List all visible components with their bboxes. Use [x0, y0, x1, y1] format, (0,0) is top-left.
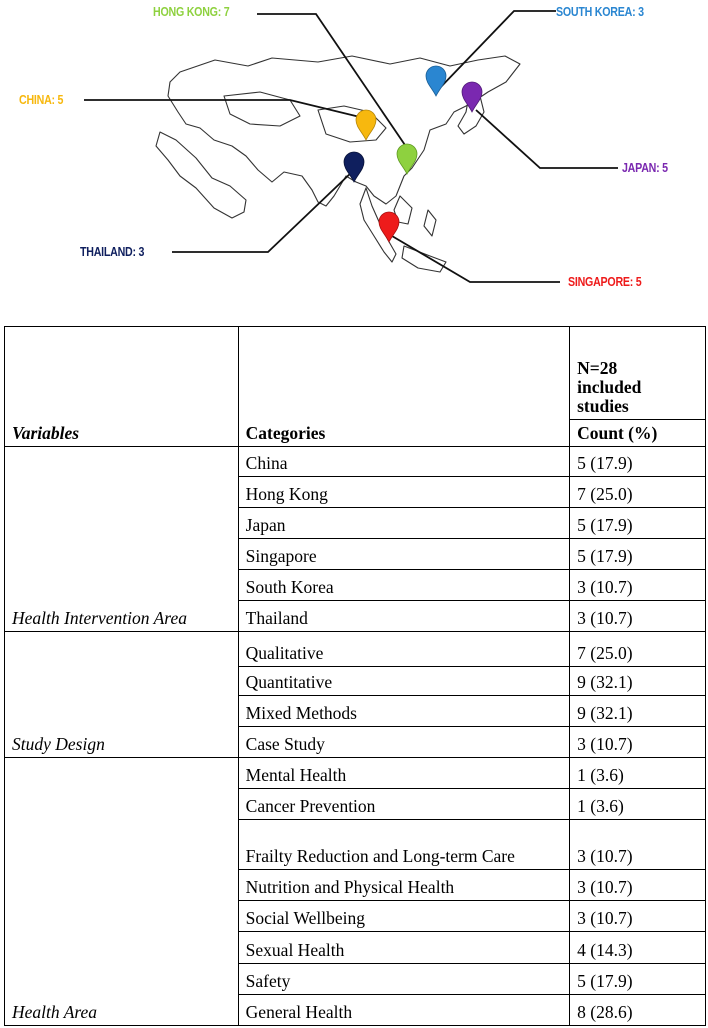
group-label: Health Intervention Area [5, 447, 239, 632]
category-cell: Qualitative [238, 632, 569, 667]
category-cell: Hong Kong [238, 477, 569, 508]
pin-connectors [84, 11, 618, 282]
category-cell: Case Study [238, 727, 569, 758]
header-n: N=28 [577, 358, 618, 378]
category-cell: Japan [238, 508, 569, 539]
count-cell: 5 (17.9) [570, 508, 706, 539]
count-cell: 7 (25.0) [570, 632, 706, 667]
category-cell: Mixed Methods [238, 696, 569, 727]
pin-label-singapore: SINGAPORE: 5 [568, 274, 642, 289]
count-cell: 7 (25.0) [570, 477, 706, 508]
header-included: included [577, 377, 642, 397]
pin-label-south-korea: SOUTH KOREA: 3 [556, 4, 644, 19]
category-cell: Mental Health [238, 758, 569, 789]
group-label: Study Design [5, 632, 239, 758]
table-row [5, 632, 706, 667]
count-cell: 9 (32.1) [570, 696, 706, 727]
connector-south-korea [436, 11, 556, 92]
count-cell: 4 (14.3) [570, 932, 706, 964]
category-cell: Nutrition and Physical Health [238, 870, 569, 901]
count-cell: 8 (28.6) [570, 995, 706, 1026]
pin-label-japan: JAPAN: 5 [622, 160, 668, 175]
count-cell: 1 (3.6) [570, 789, 706, 820]
pin-label-china: CHINA: 5 [19, 92, 64, 107]
table-row [5, 447, 706, 477]
category-cell: Singapore [238, 539, 569, 570]
header-count [570, 327, 706, 447]
category-cell: China [238, 447, 569, 477]
group-label: Health Area [5, 758, 239, 1026]
category-cell: Thailand [238, 601, 569, 632]
category-cell: Quantitative [238, 667, 569, 696]
count-cell: 5 (17.9) [570, 964, 706, 995]
connector-hong-kong [257, 14, 407, 148]
asia-map-figure [0, 0, 708, 320]
count-cell: 3 (10.7) [570, 901, 706, 932]
pin-label-hong-kong: HONG KONG: 7 [153, 4, 230, 19]
header-studies: studies [577, 396, 629, 416]
category-cell: Safety [238, 964, 569, 995]
count-cell: 1 (3.6) [570, 758, 706, 789]
map-pin [462, 82, 482, 112]
count-cell: 3 (10.7) [570, 570, 706, 601]
category-cell: General Health [238, 995, 569, 1026]
map-pin [397, 144, 417, 174]
map-pin [356, 110, 376, 140]
connector-thailand [172, 170, 354, 252]
table-header-row [5, 327, 706, 447]
count-cell: 3 (10.7) [570, 870, 706, 901]
connector-singapore [392, 236, 560, 282]
asia-map [0, 0, 708, 320]
header-categories: Categories [238, 327, 569, 447]
header-variables: Variables [5, 327, 239, 447]
count-cell: 5 (17.9) [570, 539, 706, 570]
count-cell: 3 (10.7) [570, 820, 706, 870]
category-cell: Sexual Health [238, 932, 569, 964]
category-cell: South Korea [238, 570, 569, 601]
count-cell: 5 (17.9) [570, 447, 706, 477]
count-cell: 3 (10.7) [570, 727, 706, 758]
connector-japan [476, 110, 618, 168]
map-pin [426, 66, 446, 96]
count-cell: 3 (10.7) [570, 601, 706, 632]
pin-label-thailand: THAILAND: 3 [80, 244, 145, 259]
category-cell: Cancer Prevention [238, 789, 569, 820]
category-cell: Social Wellbeing [238, 901, 569, 932]
category-cell: Frailty Reduction and Long-term Care [238, 820, 569, 870]
count-cell: 9 (32.1) [570, 667, 706, 696]
table-row [5, 758, 706, 789]
summary-table [4, 326, 706, 1026]
header-count-pct: Count (%) [570, 419, 705, 443]
